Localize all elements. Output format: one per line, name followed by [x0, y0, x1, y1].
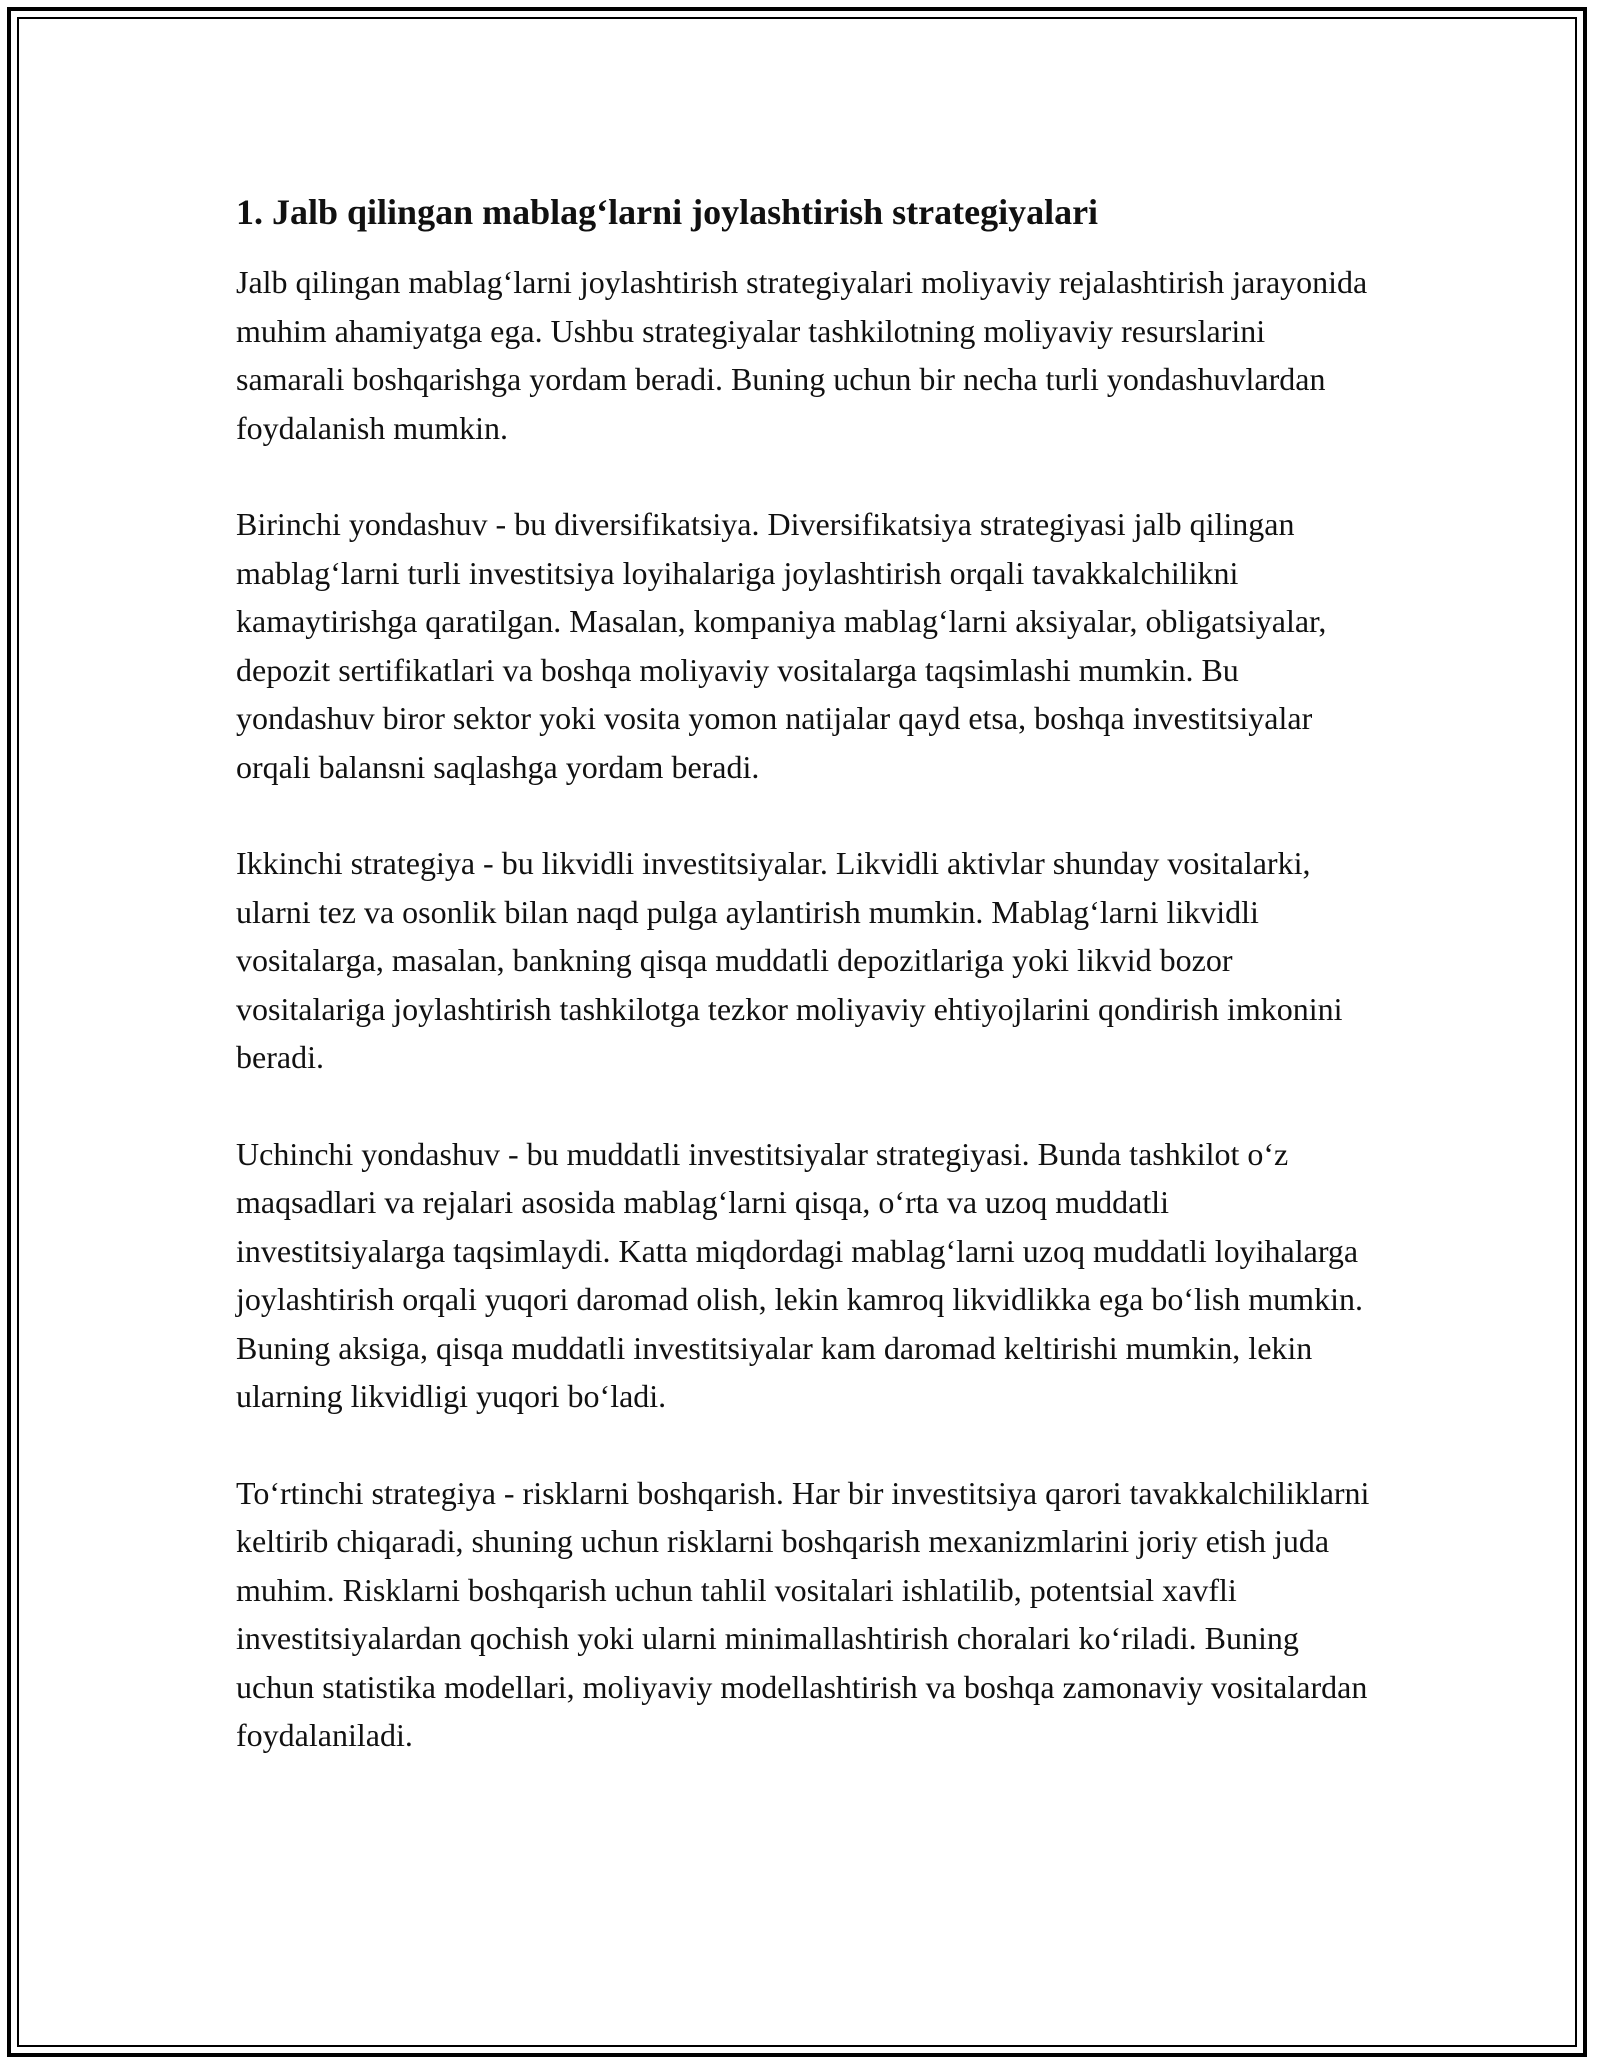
paragraph-intro: Jalb qilingan mablag‘larni joylashtirish strategiyalari moliyaviy rejalashtirish jarayonida muhim ahamiyatga ega. Ushbu strategiyalar tashkilotning moliyaviy resurslarini samarali boshqarishga yordam beradi. Buning uchun bir necha turli yondashuvlardan foydalanish mumkin. — [236, 264, 1368, 446]
section-heading: 1. Jalb qilingan mablag‘larni joylashtirish strategiyalari — [236, 192, 1099, 232]
document-body — [236, 186, 1376, 1808]
paragraph-diversification: Birinchi yondashuv - bu diversifikatsiya. Diversifikatsiya strategiyasi jalb qilingan mablag‘larni turli investitsiya loyihalariga joylashtirish orqali tavakkalchilikni kamaytirishga qaratilgan. Masalan, kompaniya mablag‘larni aksiyalar, obligatsiyalar, depozit sertifikatlari va boshqa moliyaviy vositalarga taqsimlashi mumkin. Bu yondashuv biror sektor yoki vosita yomon natijalar qayd etsa, boshqa investitsiyalar orqali balansni saqlashga yordam beradi. — [236, 506, 1327, 785]
paragraph-liquid-investments: Ikkinchi strategiya - bu likvidli investitsiyalar. Likvidli aktivlar shunday vositalarki, ularni tez va osonlik bilan naqd pulga aylantirish mumkin. Mablag‘larni likvidli vositalarga, masalan, bankning qisqa muddatli depozitlariga yoki likvid bozor vositalariga joylashtirish tashkilotga tezkor moliyaviy ehtiyojlarini qondirish imkonini beradi. — [236, 845, 1343, 1075]
paragraph-risk-management: To‘rtinchi strategiya - risklarni boshqarish. Har bir investitsiya qarori tavakkalchiliklarni keltirib chiqaradi, shuning uchun risklarni boshqarish mexanizmlarini joriy etish juda muhim. Risklarni boshqarish uchun tahlil vositalari ishlatilib, potentsial xavfli investitsiyalardan qochish yoki ularni minimallashtirish choralari ko‘riladi. Buning uchun statistika modellari, moliyaviy modellashtirish va boshqa zamonaviy vositalardan foydalaniladi. — [236, 1474, 1370, 1753]
paragraph-term-investments: Uchinchi yondashuv - bu muddatli investitsiyalar strategiyasi. Bunda tashkilot o‘z maqsadlari va rejalari asosida mablag‘larni qisqa, o‘rta va uzoq muddatli investitsiyalarga taqsimlaydi. Katta miqdordagi mablag‘larni uzoq muddatli loyihalarga joylashtirish orqali yuqori daromad olish, lekin kamroq likvidlikka ega bo‘lish mumkin. Buning aksiga, qisqa muddatli investitsiyalar kam daromad keltirishi mumkin, lekin ularning likvidligi yuqori bo‘ladi. — [236, 1135, 1363, 1414]
